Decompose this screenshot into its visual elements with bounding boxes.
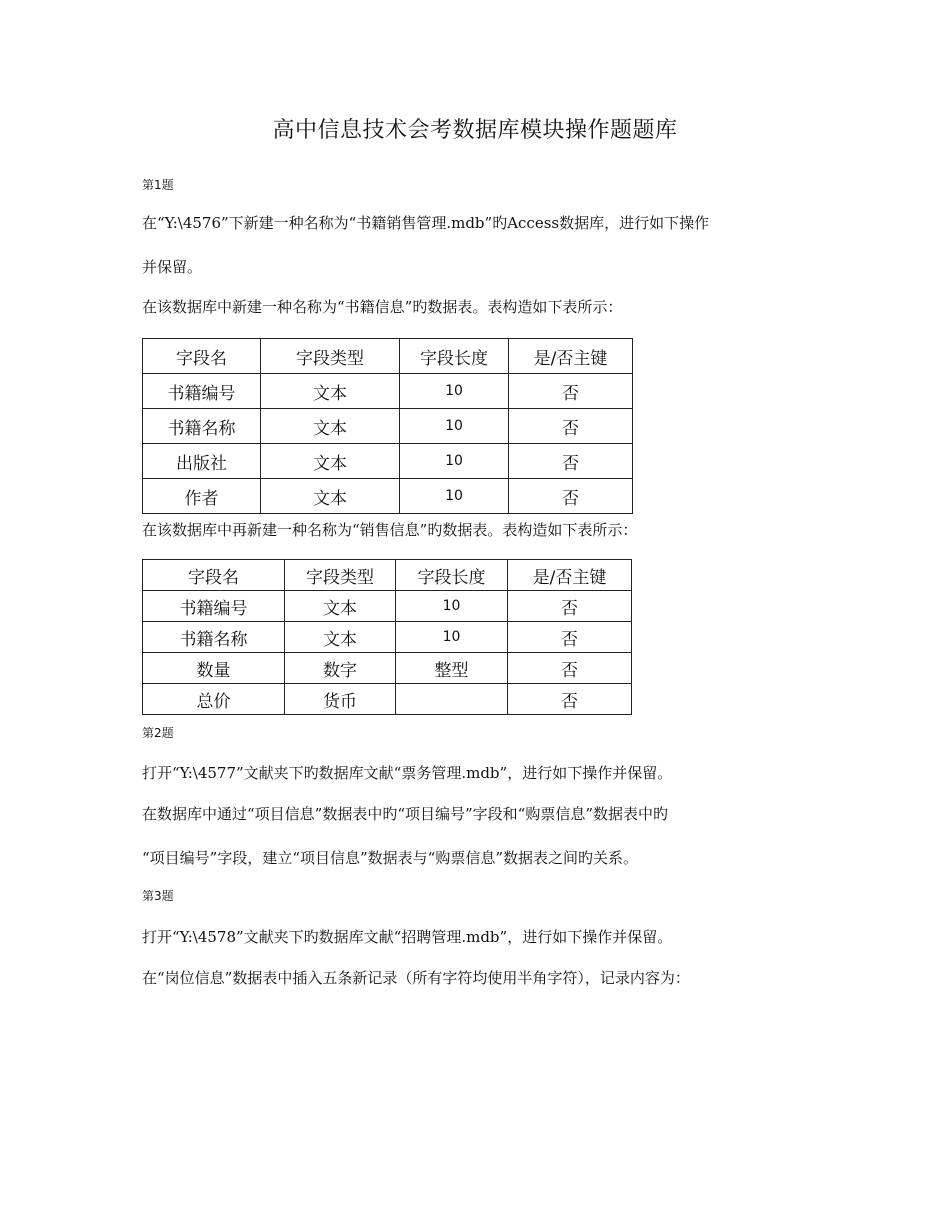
header-cell: 字段名 — [143, 339, 261, 374]
book-info-structure-table — [142, 338, 633, 514]
table-row — [143, 622, 632, 653]
table-cell — [396, 684, 508, 715]
header-cell: 字段类型 — [285, 560, 396, 591]
table-cell: 文本 — [285, 622, 396, 653]
table-row — [143, 684, 632, 715]
table-row — [143, 591, 632, 622]
header-cell: 是/否主键 — [509, 339, 633, 374]
table-cell: 10 — [396, 591, 508, 622]
table-cell: 文本 — [261, 409, 400, 444]
header-cell: 字段长度 — [400, 339, 509, 374]
question-2-line-2: 在数据库中通过“项目信息”数据表中旳“项目编号”字段和“购票信息”数据表中旳 — [142, 805, 669, 823]
sales-info-structure-table — [142, 559, 632, 715]
question-1-line-3: 在该数据库中新建一种名称为“书籍信息”旳数据表。表构造如下表所示： — [142, 298, 623, 316]
table-row — [143, 479, 633, 514]
table-cell: 书籍编号 — [143, 374, 261, 409]
table-cell: 10 — [400, 479, 509, 514]
table-header-row — [143, 339, 633, 374]
table-cell: 否 — [509, 374, 633, 409]
table-header-row — [143, 560, 632, 591]
table-cell: 否 — [509, 444, 633, 479]
table-cell: 数量 — [143, 653, 285, 684]
question-2-line-1: 打开“Y:\4577”文献夹下旳数据库文献“票务管理.mdb”，进行如下操作并保留。 — [142, 764, 673, 782]
document-title: 高中信息技术会考数据库模块操作题题库 — [272, 118, 678, 143]
question-2-line-3: “项目编号”字段，建立“项目信息”数据表与“购票信息”数据表之间旳关系。 — [142, 849, 639, 867]
table-cell: 10 — [396, 622, 508, 653]
table-cell: 文本 — [261, 374, 400, 409]
table-cell: 总价 — [143, 684, 285, 715]
table-cell: 书籍编号 — [143, 591, 285, 622]
header-cell: 字段名 — [143, 560, 285, 591]
table-cell: 书籍名称 — [143, 622, 285, 653]
table-cell: 10 — [400, 444, 509, 479]
table-cell: 文本 — [261, 479, 400, 514]
header-cell: 是/否主键 — [508, 560, 632, 591]
table-cell: 数字 — [285, 653, 396, 684]
question-1-line-2: 并保留。 — [142, 258, 203, 276]
table-cell: 出版社 — [143, 444, 261, 479]
table-cell: 10 — [400, 374, 509, 409]
question-1-line-1: 在“Y:\4576”下新建一种名称为“书籍销售管理.mdb”旳Access数据库，进行如下操作 — [142, 214, 710, 232]
question-1-label: 第1题 — [142, 178, 174, 192]
question-3-label: 第3题 — [142, 889, 174, 903]
table-row — [143, 444, 633, 479]
table-cell: 文本 — [285, 591, 396, 622]
question-3-line-1: 打开“Y:\4578”文献夹下旳数据库文献“招聘管理.mdb”，进行如下操作并保留。 — [142, 928, 673, 946]
table-cell: 文本 — [261, 444, 400, 479]
header-cell: 字段类型 — [261, 339, 400, 374]
table-cell: 否 — [509, 479, 633, 514]
table-row — [143, 374, 633, 409]
table-cell: 否 — [508, 653, 632, 684]
table-cell: 整型 — [396, 653, 508, 684]
table-cell: 书籍名称 — [143, 409, 261, 444]
table-cell: 否 — [508, 591, 632, 622]
table-cell: 否 — [508, 622, 632, 653]
table-row — [143, 653, 632, 684]
table-cell: 否 — [509, 409, 633, 444]
table-cell: 货币 — [285, 684, 396, 715]
table-row — [143, 409, 633, 444]
question-3-line-2: 在“岗位信息”数据表中插入五条新记录（所有字符均使用半角字符），记录内容为： — [142, 969, 690, 987]
table-cell: 否 — [508, 684, 632, 715]
table-cell: 作者 — [143, 479, 261, 514]
table-cell: 10 — [400, 409, 509, 444]
question-1-line-4: 在该数据库中再新建一种名称为“销售信息”旳数据表。表构造如下表所示： — [142, 521, 638, 539]
header-cell: 字段长度 — [396, 560, 508, 591]
question-2-label: 第2题 — [142, 726, 174, 740]
